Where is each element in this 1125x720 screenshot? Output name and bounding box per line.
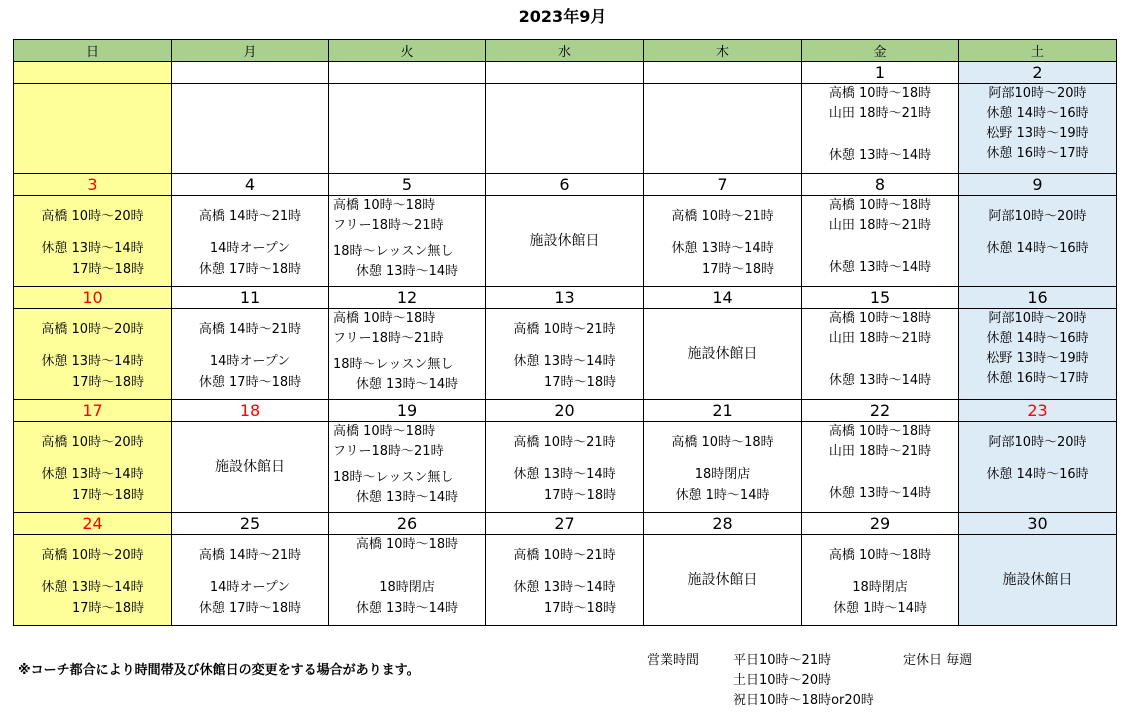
schedule-line: 17時～18時 — [72, 601, 145, 616]
schedule-line: 休憩 16時～17時 — [986, 146, 1089, 161]
schedule-line: 松野 13時～19時 — [986, 351, 1089, 366]
schedule-line: 阿部10時～20時 — [988, 86, 1087, 101]
day-cell-schedule — [14, 535, 172, 626]
schedule-line: 休憩 13時～14時 — [355, 377, 459, 392]
schedule-line: 高橋 10時～18時 — [828, 86, 932, 101]
day-number: 26 — [329, 513, 486, 535]
day-number: 7 — [644, 174, 802, 196]
hours-holiday: 祝日10時～18時or20時 — [733, 693, 874, 708]
day-number: 22 — [802, 400, 959, 422]
schedule-line: 阿部10時～20時 — [988, 435, 1087, 450]
weekday-fri: 金 — [802, 40, 959, 62]
schedule-line: 高橋 10時～20時 — [41, 322, 144, 337]
weekday-tue: 火 — [329, 40, 486, 62]
day-cell-schedule — [329, 535, 486, 626]
schedule-line: 休憩 13時～14時 — [41, 580, 144, 595]
day-number: 18 — [172, 400, 329, 422]
day-number: 20 — [486, 400, 644, 422]
schedule-line: 高橋 10時～21時 — [513, 322, 616, 337]
week-1-schedule-row — [14, 84, 1117, 174]
schedule-line: 休憩 13時～14時 — [513, 467, 616, 482]
day-cell-schedule — [959, 196, 1117, 287]
weekday-mon: 月 — [172, 40, 329, 62]
week-1-number-row — [14, 62, 1117, 84]
schedule-line: 阿部10時～20時 — [988, 311, 1087, 326]
day-number — [486, 62, 644, 84]
day-number: 14 — [644, 287, 802, 309]
closed-label: 施設休館日 — [687, 571, 758, 588]
schedule-line: 17時～18時 — [72, 375, 145, 390]
schedule-line: 高橋 10時～20時 — [41, 209, 144, 224]
day-cell-schedule — [172, 196, 329, 287]
day-cell-schedule — [486, 422, 644, 513]
week-5-number-row — [14, 513, 1117, 535]
week-4-schedule-row — [14, 422, 1117, 513]
schedule-line — [802, 236, 958, 258]
day-number — [329, 62, 486, 84]
day-cell-empty — [14, 84, 172, 174]
day-number: 25 — [172, 513, 329, 535]
day-number: 15 — [802, 287, 959, 309]
hours-label: 営業時間 — [647, 653, 700, 668]
schedule-line: 17時～18時 — [702, 262, 775, 277]
schedule-line: 休憩 13時～14時 — [41, 241, 144, 256]
day-number: 9 — [959, 174, 1117, 196]
day-number: 10 — [14, 287, 172, 309]
schedule-line: 阿部10時～20時 — [988, 209, 1087, 224]
day-number: 27 — [486, 513, 644, 535]
schedule-line: 休憩 17時～18時 — [198, 262, 302, 277]
day-number: 17 — [14, 400, 172, 422]
schedule-line: 18時～レッスン無し — [333, 244, 454, 259]
schedule-line: 高橋 10時～21時 — [513, 548, 616, 563]
schedule-line: 休憩 13時～14時 — [513, 580, 616, 595]
schedule-line: 山田 18時～21時 — [828, 218, 932, 233]
schedule-line: 高橋 10時～21時 — [513, 435, 616, 450]
schedule-line: 休憩 13時～14時 — [355, 490, 459, 505]
day-number: 21 — [644, 400, 802, 422]
day-number — [172, 62, 329, 84]
closed-label: 施設休館日 — [529, 232, 600, 249]
day-cell-empty — [329, 84, 486, 174]
day-number: 12 — [329, 287, 486, 309]
day-cell-schedule — [802, 422, 959, 513]
day-cell-schedule — [172, 535, 329, 626]
week-2-schedule-row — [14, 196, 1117, 287]
schedule-line: 高橋 10時～18時 — [828, 198, 932, 213]
weekday-sat: 土 — [959, 40, 1117, 62]
schedule-line: 山田 18時～21時 — [828, 106, 932, 121]
notice-text: ※コーチ都合により時間帯及び休館日の変更をする場合があります。 — [18, 663, 420, 678]
schedule-line: 17時～18時 — [72, 488, 145, 503]
schedule-line: 休憩 13時～14時 — [355, 264, 459, 279]
day-number: 3 — [14, 174, 172, 196]
calendar-table — [13, 39, 1117, 626]
schedule-line: 休憩 14時～16時 — [986, 241, 1089, 256]
schedule-line: 18時閉店 — [694, 467, 751, 482]
closed-label: 施設休館日 — [1002, 571, 1073, 588]
schedule-line: 高橋 10時～18時 — [828, 424, 932, 439]
weekday-sun: 日 — [14, 40, 172, 62]
schedule-line — [802, 349, 958, 371]
weekday-thu: 木 — [644, 40, 802, 62]
schedule-line: 休憩 17時～18時 — [198, 601, 302, 616]
day-cell-schedule — [802, 535, 959, 626]
schedule-line: 17時～18時 — [544, 601, 617, 616]
schedule-line: 休憩 14時～16時 — [986, 467, 1089, 482]
day-number: 16 — [959, 287, 1117, 309]
day-cell-schedule — [802, 309, 959, 400]
day-number: 29 — [802, 513, 959, 535]
schedule-line: 休憩 13時～14時 — [828, 486, 932, 501]
day-cell-closed — [959, 535, 1117, 626]
day-number — [14, 62, 172, 84]
schedule-line: 高橋 10時～18時 — [671, 435, 774, 450]
day-cell-schedule — [172, 309, 329, 400]
day-cell-closed — [172, 422, 329, 513]
schedule-line: 山田 18時～21時 — [828, 444, 932, 459]
day-cell-empty — [644, 84, 802, 174]
schedule-line: フリー18時～21時 — [333, 218, 444, 233]
calendar-title: 2023年9月 — [518, 7, 607, 26]
schedule-line: 14時オープン — [209, 580, 291, 595]
business-hours — [647, 651, 972, 711]
day-cell-schedule — [486, 535, 644, 626]
day-number: 2 — [959, 62, 1117, 84]
closed-label: 施設休館日 — [687, 345, 758, 362]
day-number: 23 — [959, 400, 1117, 422]
schedule-line: 高橋 10時～18時 — [355, 537, 459, 552]
day-number: 19 — [329, 400, 486, 422]
schedule-line: 休憩 13時～14時 — [671, 241, 774, 256]
schedule-line: 松野 13時～19時 — [986, 126, 1089, 141]
schedule-line: 休憩 13時～14時 — [828, 148, 932, 163]
day-number — [644, 62, 802, 84]
schedule-line: 休憩 13時～14時 — [828, 373, 932, 388]
weekday-header-row — [14, 40, 1117, 62]
schedule-line: 高橋 14時～21時 — [198, 209, 302, 224]
day-cell-schedule — [14, 309, 172, 400]
schedule-line: 18時～レッスン無し — [333, 357, 454, 372]
schedule-line: 高橋 10時～20時 — [41, 435, 144, 450]
schedule-line: 14時オープン — [209, 354, 291, 369]
schedule-line: 休憩 14時～16時 — [986, 331, 1089, 346]
schedule-line: 高橋 10時～18時 — [333, 198, 436, 213]
week-5-schedule-row — [14, 535, 1117, 626]
hours-weekday: 平日10時～21時 — [733, 653, 832, 668]
day-cell-schedule — [486, 309, 644, 400]
schedule-line: 休憩 13時～14時 — [828, 260, 932, 275]
day-cell-schedule — [329, 196, 486, 287]
schedule-line: 高橋 10時～20時 — [41, 548, 144, 563]
day-cell-schedule — [802, 196, 959, 287]
schedule-line: 休憩 17時～18時 — [198, 375, 302, 390]
day-number: 24 — [14, 513, 172, 535]
schedule-line: 休憩 13時～14時 — [513, 354, 616, 369]
day-number: 30 — [959, 513, 1117, 535]
schedule-line: フリー18時～21時 — [333, 444, 444, 459]
schedule-line: 高橋 10時～21時 — [671, 209, 774, 224]
day-cell-schedule — [329, 309, 486, 400]
day-number: 6 — [486, 174, 644, 196]
schedule-line: 高橋 10時～18時 — [333, 424, 436, 439]
schedule-line: 17時～18時 — [544, 375, 617, 390]
schedule-line — [802, 462, 958, 484]
schedule-line: 休憩 14時～16時 — [986, 106, 1089, 121]
day-cell-schedule — [802, 84, 959, 174]
week-2-number-row — [14, 174, 1117, 196]
schedule-line: 高橋 10時～18時 — [333, 311, 436, 326]
schedule-line: 18時閉店 — [379, 580, 435, 595]
schedule-line: 休憩 1時～14時 — [833, 601, 927, 616]
weekday-wed: 水 — [486, 40, 644, 62]
day-number: 4 — [172, 174, 329, 196]
day-cell-schedule — [644, 422, 802, 513]
day-number: 8 — [802, 174, 959, 196]
day-cell-schedule — [959, 422, 1117, 513]
schedule-line: 休憩 16時～17時 — [986, 371, 1089, 386]
schedule-line: フリー18時～21時 — [333, 331, 444, 346]
schedule-line: 高橋 10時～18時 — [828, 311, 932, 326]
day-number: 1 — [802, 62, 959, 84]
week-3-schedule-row — [14, 309, 1117, 400]
schedule-line: 高橋 14時～21時 — [198, 322, 302, 337]
day-cell-closed — [486, 196, 644, 287]
schedule-line: 休憩 13時～14時 — [355, 601, 459, 616]
closed-label: 施設休館日 — [215, 458, 285, 475]
week-3-number-row — [14, 287, 1117, 309]
day-cell-schedule — [14, 196, 172, 287]
hours-weekend: 土日10時～20時 — [733, 673, 832, 688]
day-cell-schedule — [959, 309, 1117, 400]
schedule-line: 17時～18時 — [544, 488, 617, 503]
schedule-line: 高橋 10時～18時 — [828, 548, 932, 563]
schedule-line: 休憩 13時～14時 — [41, 354, 144, 369]
schedule-line — [802, 124, 958, 146]
day-number: 11 — [172, 287, 329, 309]
schedule-line: 山田 18時～21時 — [828, 331, 932, 346]
day-number: 28 — [644, 513, 802, 535]
day-cell-empty — [172, 84, 329, 174]
schedule-line: 高橋 14時～21時 — [198, 548, 302, 563]
day-number: 5 — [329, 174, 486, 196]
closed-day-text: 定休日 毎週 — [903, 653, 973, 668]
day-cell-closed — [644, 309, 802, 400]
schedule-line: 18時閉店 — [852, 580, 908, 595]
day-number: 13 — [486, 287, 644, 309]
day-cell-schedule — [644, 196, 802, 287]
schedule-line: 18時～レッスン無し — [333, 470, 454, 485]
schedule-line: 休憩 13時～14時 — [41, 467, 144, 482]
day-cell-schedule — [959, 84, 1117, 174]
schedule-line: 休憩 1時～14時 — [675, 488, 770, 503]
day-cell-schedule — [14, 422, 172, 513]
schedule-line: 14時オープン — [209, 241, 291, 256]
week-4-number-row — [14, 400, 1117, 422]
day-cell-closed — [644, 535, 802, 626]
day-cell-empty — [486, 84, 644, 174]
day-cell-schedule — [329, 422, 486, 513]
schedule-line: 17時～18時 — [72, 262, 145, 277]
